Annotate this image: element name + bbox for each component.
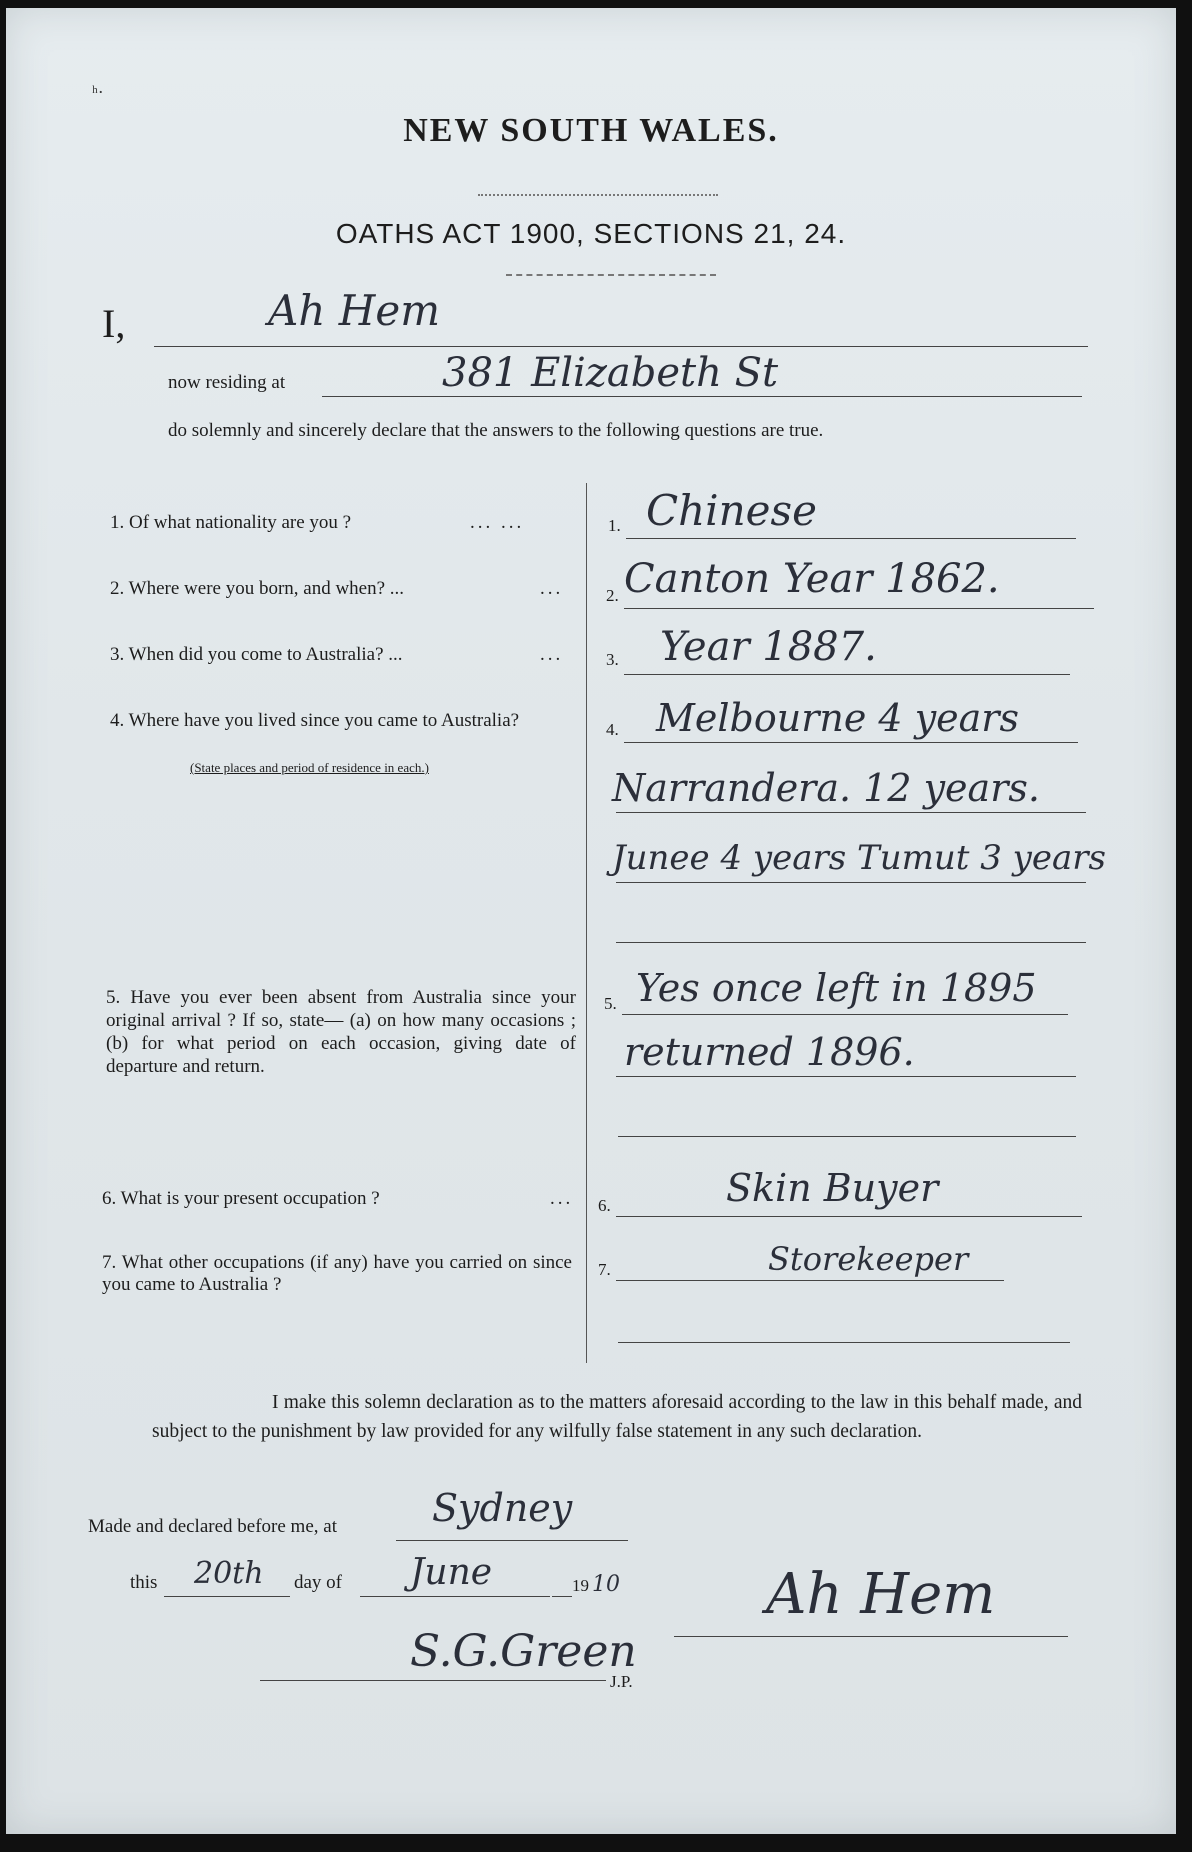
column-divider — [586, 483, 587, 1363]
name-line — [154, 346, 1088, 347]
answer-2: Canton Year 1862. — [624, 556, 1000, 602]
question-6 — [102, 1188, 572, 1210]
address-line — [322, 396, 1082, 397]
address-value: 381 Elizabeth St — [442, 350, 779, 396]
question-3 — [110, 644, 580, 666]
answer-5-line-2 — [616, 1076, 1076, 1077]
answer-4-number: 4. — [606, 720, 619, 739]
declaration-intro: do solemnly and sincerely declare that the answers to the following questions are true. — [168, 420, 824, 441]
question-1 — [110, 512, 580, 534]
declarant-signature-line — [674, 1636, 1068, 1637]
question-3-dots: ... — [540, 644, 564, 665]
answer-4-line-2 — [616, 812, 1086, 813]
question-6-dots: ... — [550, 1188, 574, 1209]
answer-5-row-1: Yes once left in 1895 — [636, 966, 1037, 1010]
answer-7-line-1 — [616, 1280, 1004, 1281]
answer-4-row-2: Narrandera. 12 years. — [612, 766, 1040, 810]
question-2-dots: ... — [540, 578, 564, 599]
answer-7: Storekeeper — [768, 1240, 969, 1278]
answer-3: Year 1887. — [660, 624, 877, 670]
question-4-note: (State places and period of residence in each.) — [190, 760, 429, 775]
question-4-label: 4. Where have you lived since you came to Australia? — [110, 710, 520, 731]
declaration-day: 20th — [194, 1556, 264, 1591]
answer-4-line-4 — [616, 942, 1086, 943]
i-label: I, — [102, 301, 126, 346]
answer-1: Chinese — [646, 486, 817, 535]
declarant-name: Ah Hem — [268, 286, 441, 335]
answer-4-row-1: Melbourne 4 years — [656, 696, 1019, 740]
jp-label: J.P. — [610, 1672, 633, 1691]
answer-4-row-3: Junee 4 years Tumut 3 years — [612, 838, 1106, 878]
question-1-label: 1. Of what nationality are you ? — [110, 512, 352, 533]
jp-signature-line — [260, 1680, 606, 1681]
answer-6: Skin Buyer — [726, 1166, 939, 1210]
year-suffix: 10 — [592, 1572, 620, 1597]
residing-label: now residing at — [168, 372, 286, 393]
title-new-south-wales: NEW SOUTH WALES. — [403, 112, 779, 149]
act-title: OATHS ACT 1900, SECTIONS 21, 24. — [335, 218, 847, 249]
answer-7-line-2 — [618, 1342, 1070, 1343]
this-label: this — [130, 1572, 158, 1593]
answer-5-number: 5. — [604, 994, 617, 1013]
question-5 — [106, 986, 576, 1078]
answer-5-row-2: returned 1896. — [624, 1030, 915, 1074]
declaration-month: June — [410, 1552, 493, 1593]
year-dash — [552, 1596, 572, 1597]
answer-5-line-3 — [618, 1136, 1076, 1137]
place-line — [396, 1540, 628, 1541]
question-1-dots: ... ... — [470, 512, 525, 533]
title-divider — [478, 194, 718, 196]
year-prefix: 19 — [572, 1576, 589, 1595]
answer-3-number: 3. — [606, 650, 619, 669]
ink-speck: ʰ· — [92, 82, 104, 102]
answer-2-line — [624, 608, 1094, 609]
answer-4-line-1 — [624, 742, 1078, 743]
answer-3-line — [624, 674, 1070, 675]
question-5-label: 5. Have you ever been absent from Australia since your original arrival ? If so, state— (a) on how many occasions ; (b) for what period on each occasion, giving date of departure and return. — [106, 987, 576, 1077]
jp-signature: S.G.Green — [410, 1626, 637, 1677]
act-divider — [506, 274, 716, 276]
document-page — [6, 8, 1176, 1834]
made-declared-label: Made and declared before me, at — [88, 1516, 337, 1537]
month-line — [360, 1596, 550, 1597]
answer-1-line — [626, 538, 1076, 539]
answer-5-line-1 — [622, 1014, 1068, 1015]
question-4 — [110, 710, 580, 732]
question-6-label: 6. What is your present occupation ? — [102, 1188, 380, 1209]
answer-6-line — [616, 1216, 1082, 1217]
answer-4-line-3 — [616, 882, 1086, 883]
answer-7-number: 7. — [598, 1260, 611, 1279]
question-2 — [110, 578, 580, 600]
declaration-place: Sydney — [432, 1486, 573, 1530]
declarant-signature: Ah Hem — [766, 1562, 996, 1627]
day-of-label: day of — [294, 1572, 343, 1593]
answer-2-number: 2. — [606, 586, 619, 605]
answer-6-number: 6. — [598, 1196, 611, 1215]
question-2-label: 2. Where were you born, and when? ... — [110, 578, 405, 599]
declaration-text: I make this solemn declaration as to the matters aforesaid according to the law in this behalf made, and subject to the punishment by law provided for any wilfully false statement in any such declaration. — [152, 1392, 1082, 1442]
question-7 — [102, 1252, 572, 1296]
question-3-label: 3. When did you come to Australia? ... — [110, 644, 403, 665]
question-7-label: 7. What other occupations (if any) have you carried on since you came to Australia ? — [102, 1252, 572, 1295]
answer-1-number: 1. — [608, 516, 621, 535]
day-line — [164, 1596, 290, 1597]
